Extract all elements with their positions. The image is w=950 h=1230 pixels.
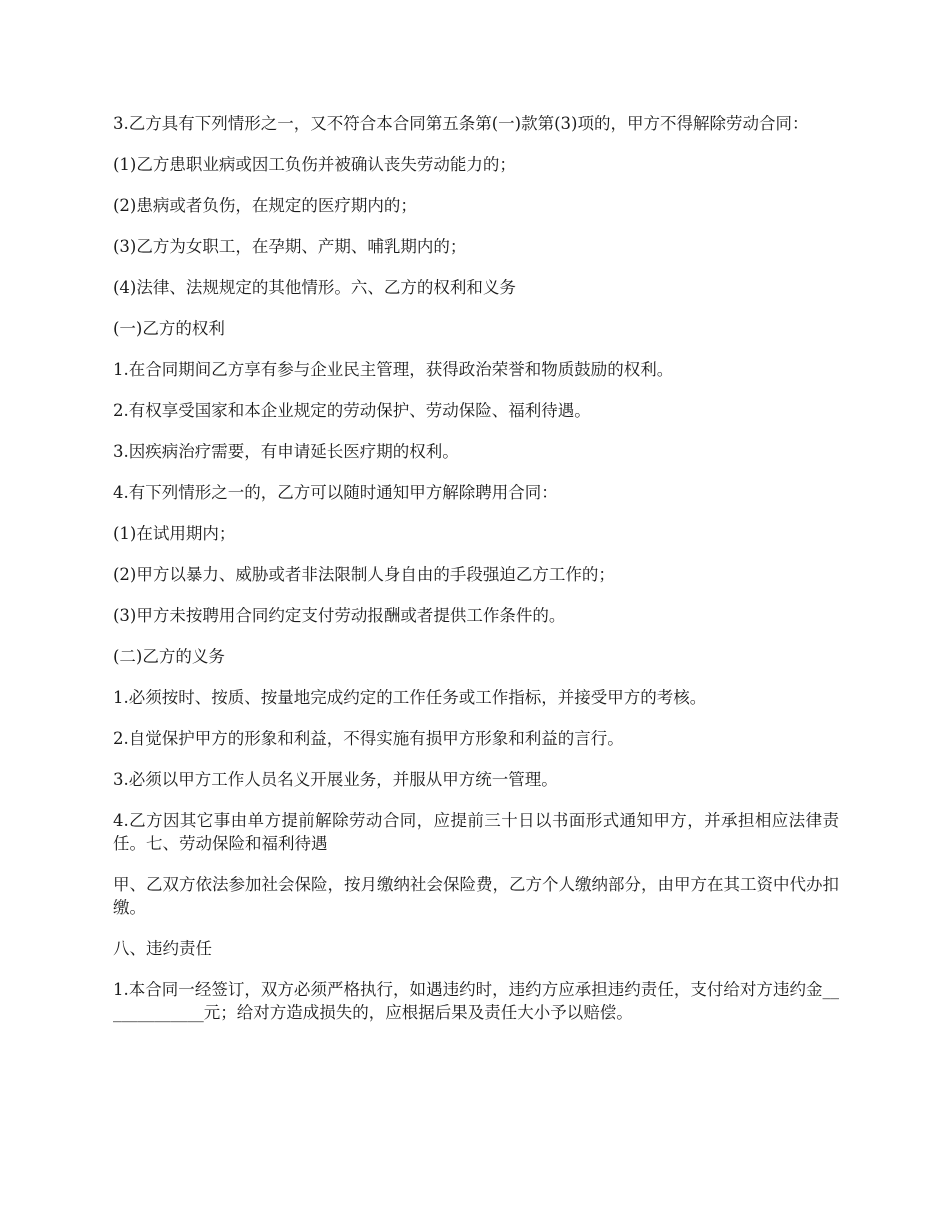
- paragraph: (2)患病或者负伤，在规定的医疗期内的；: [113, 196, 417, 215]
- paragraph: 1.必须按时、按质、按量地完成约定的工作任务或工作指标，并接受甲方的考核。: [113, 688, 707, 707]
- paragraph: (1)在试用期内；: [113, 524, 236, 543]
- paragraph: 2.有权享受国家和本企业规定的劳动保护、劳动保险、福利待遇。: [113, 401, 591, 420]
- paragraph: (3)乙方为女职工，在孕期、产期、哺乳期内的；: [113, 237, 467, 256]
- paragraph: 甲、乙双方依法参加社会保险，按月缴纳社会保险费，乙方个人缴纳部分，由甲方在其工资中代办扣缴。: [113, 875, 839, 917]
- paragraph: 4.乙方因其它事由单方提前解除劳动合同，应提前三十日以书面形式通知甲方，并承担相应法律责任。七、劳动保险和福利待遇: [113, 811, 839, 853]
- paragraph: (2)甲方以暴力、威胁或者非法限制人身自由的手段强迫乙方工作的；: [113, 565, 615, 584]
- document-body: [113, 112, 839, 1042]
- section-heading: (二)乙方的义务: [113, 647, 225, 666]
- paragraph: (1)乙方患职业病或因工负伤并被确认丧失劳动能力的；: [113, 155, 516, 174]
- paragraph: 3.乙方具有下列情形之一，又不符合本合同第五条第(一)款第(3)项的，甲方不得解除劳动合同：: [113, 114, 809, 133]
- paragraph: 1.在合同期间乙方享有参与企业民主管理，获得政治荣誉和物质鼓励的权利。: [113, 360, 674, 379]
- paragraph: (3)甲方未按聘用合同约定支付劳动报酬或者提供工作条件的。: [113, 606, 566, 625]
- paragraph: (4)法律、法规规定的其他情形。六、乙方的权利和义务: [113, 278, 516, 297]
- section-heading: (一)乙方的权利: [113, 319, 225, 338]
- paragraph: 2.自觉保护甲方的形象和利益，不得实施有损甲方形象和利益的言行。: [113, 729, 624, 748]
- section-heading: 八、违约责任: [113, 939, 212, 958]
- paragraph: 4.有下列情形之一的，乙方可以随时通知甲方解除聘用合同：: [113, 483, 558, 502]
- paragraph: 3.必须以甲方工作人员名义开展业务，并服从甲方统一管理。: [113, 770, 558, 789]
- paragraph: 3.因疾病治疗需要，有申请延长医疗期的权利。: [113, 442, 459, 461]
- paragraph: 1.本合同一经签订，双方必须严格执行，如遇违约时，违约方应承担违约责任，支付给对方违约金_____________元；给对方造成损失的，应根据后果及责任大小予以赔偿。: [113, 980, 839, 1022]
